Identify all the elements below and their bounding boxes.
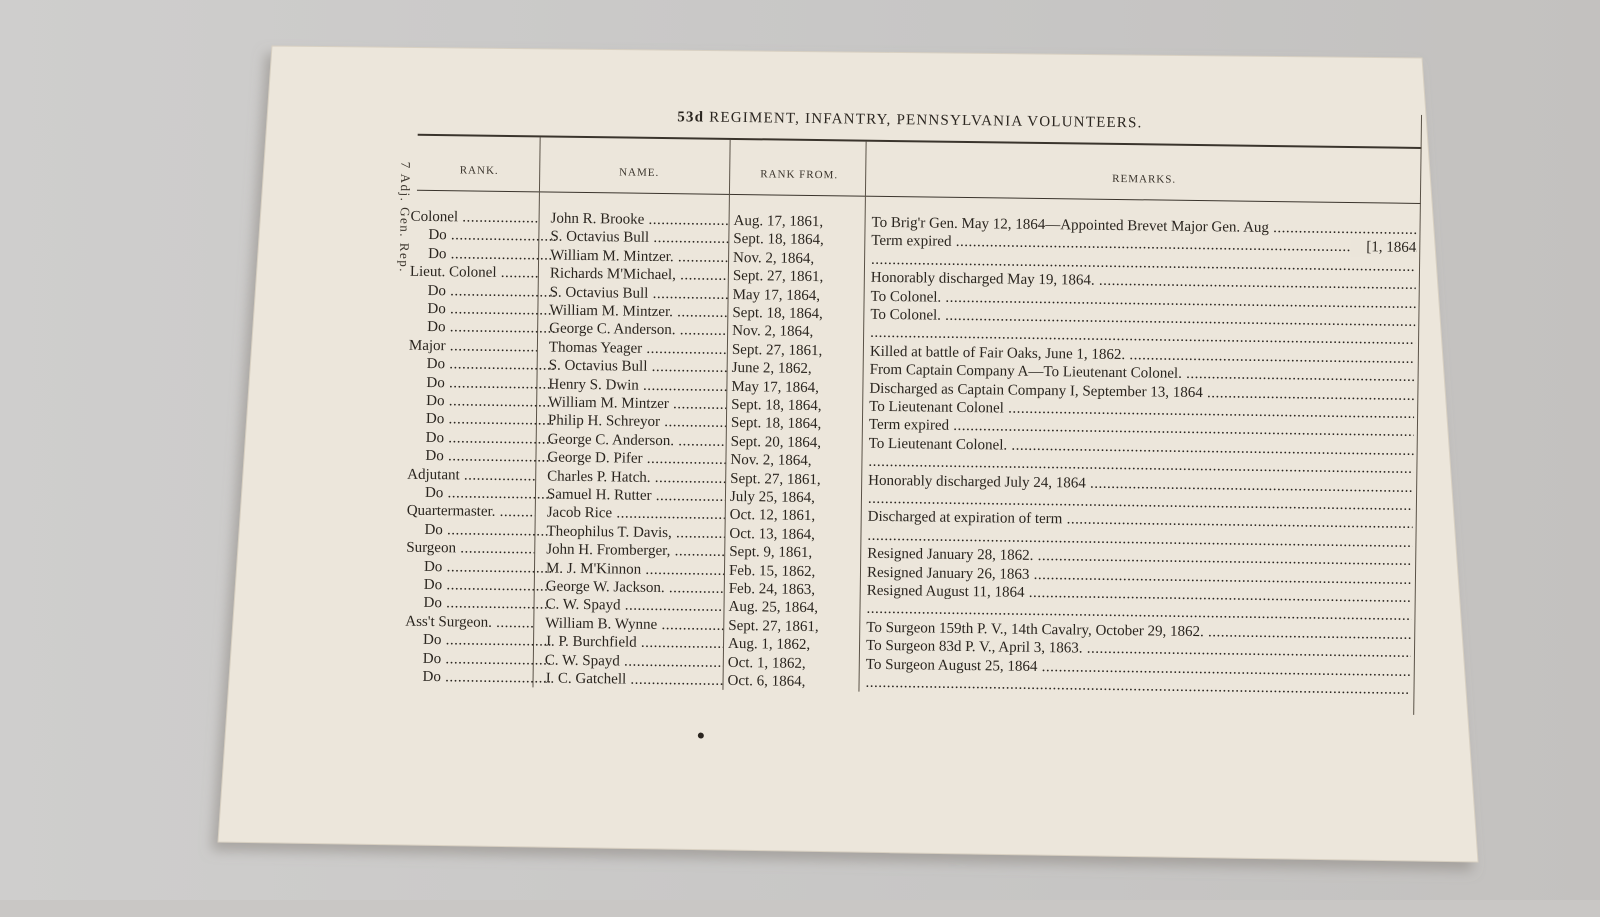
cell-remarks: Discharged as Captain Company I, September 13, 1864 ..... — [869, 379, 1414, 405]
cell-rank-from: Nov. 2, 1864, — [730, 452, 812, 470]
cell-rank: Do ..... — [405, 649, 551, 670]
cell-name: J. C. Gatchell ..... — [544, 670, 722, 691]
header-rank-from: RANK FROM. — [760, 168, 839, 182]
cell-remarks: Term expired ..... — [869, 416, 1414, 442]
cell-name: M. J. M'Kinnon ..... — [546, 559, 724, 580]
cell-name: George C. Anderson. ..... — [549, 320, 727, 341]
cell-name: William M. Mintzer. ..... — [549, 302, 727, 323]
cell-name: S. Octavius Bull ..... — [549, 357, 727, 378]
cell-name: John R. Brooke ..... — [550, 210, 728, 231]
cell-name: C. W. Spayd ..... — [545, 651, 723, 672]
cell-rank: Major ..... — [409, 337, 537, 358]
cell-remarks: Resigned January 28, 1862. ..... — [867, 545, 1412, 571]
cell-rank: Do ..... — [407, 447, 553, 468]
cell-rank: Do ..... — [405, 594, 551, 615]
cell-rank-from: Sept. 27, 1861, — [731, 341, 823, 359]
cell-rank: Do ..... — [406, 576, 552, 597]
cell-rank-from: Feb. 24, 1863, — [728, 580, 816, 599]
cell-remarks: Honorably discharged May 19, 1864. ..... — [871, 269, 1416, 295]
cell-rank-from: Aug. 25, 1864, — [728, 599, 819, 617]
cell-rank-from: Feb. 15, 1862, — [728, 562, 816, 580]
cell-rank-from: Sept. 27, 1861, — [732, 268, 824, 286]
cell-remarks: Resigned August 11, 1864 ..... — [867, 582, 1412, 608]
cell-rank: Do ..... — [410, 281, 556, 302]
cell-rank: Do ..... — [408, 392, 554, 413]
cell-rank: Do ..... — [408, 410, 554, 431]
cell-rank: Adjutant ..... — [407, 465, 535, 486]
cell-rank-from: Aug. 1, 1862, — [727, 636, 811, 654]
cell-rank: Do ..... — [408, 373, 554, 394]
cell-name: J. P. Burchfield ..... — [545, 633, 723, 654]
cell-rank: Do ..... — [409, 300, 555, 321]
cell-rank-from: Nov. 2, 1864, — [732, 323, 814, 341]
cell-rank: Do ..... — [406, 520, 552, 541]
cell-remarks: Discharged at expiration of term ..... — [868, 508, 1413, 534]
cell-rank-from: June 2, 1862, — [731, 360, 812, 378]
cell-rank: Do ..... — [410, 226, 556, 247]
cell-name: Samuel H. Rutter ..... — [547, 486, 725, 507]
cell-rank: Do ..... — [404, 668, 550, 689]
cell-name: Theophilus T. Davis, ..... — [546, 522, 724, 543]
cell-name: George C. Anderson. ..... — [548, 430, 726, 451]
cell-rank-from: July 25, 1864, — [729, 488, 816, 507]
right-border — [1413, 115, 1422, 715]
cell-rank-from: Sept. 9, 1861, — [729, 544, 813, 562]
cell-rank: Do ..... — [410, 245, 556, 266]
cell-name: Richards M'Michael, ..... — [550, 265, 728, 286]
regiment-number: 53d — [677, 109, 705, 126]
cell-remarks: To Brig'r Gen. May 12, 1864—Appointed Brevet Major Gen. Aug ..... — [871, 214, 1416, 240]
cell-name: John H. Fromberger, ..... — [546, 541, 724, 562]
cell-remarks: To Surgeon 159th P. V., 14th Cavalry, October 29, 1862. ..... — [866, 619, 1411, 645]
cell-rank: Surgeon ..... — [406, 539, 534, 560]
cell-rank: Do ..... — [407, 484, 553, 505]
cell-remarks: Term expired ..... — [871, 232, 1416, 258]
header-remarks: REMARKS. — [1112, 172, 1177, 186]
cell-rank-from: Oct. 13, 1864, — [729, 525, 816, 543]
cell-name: Philip H. Schreyor ..... — [548, 412, 726, 433]
cell-name: C. W. Spayd ..... — [545, 596, 723, 617]
cell-rank-from: May 17, 1864, — [731, 378, 820, 396]
cell-rank-from: Sept. 18, 1864, — [733, 231, 824, 249]
cell-name: Thomas Yeager ..... — [549, 338, 727, 359]
cell-rank-from: Sept. 18, 1864, — [732, 304, 823, 323]
cell-remarks: To Surgeon August 25, 1864 ..... — [866, 655, 1411, 681]
cell-remarks: From Captain Company A—To Lieutenant Colonel. ..... — [870, 361, 1415, 387]
cell-remarks: To Colonel. ..... — [870, 287, 1415, 313]
cell-rank-from: Oct. 12, 1861, — [729, 507, 816, 525]
cell-remarks: To Colonel. ..... — [870, 306, 1415, 332]
cell-name: George W. Jackson. ..... — [546, 578, 724, 599]
cell-rank-from: Sept. 27, 1861, — [728, 617, 819, 635]
page-title — [410, 106, 1410, 136]
header-name: NAME. — [619, 166, 660, 179]
cell-rank: Colonel ..... — [410, 208, 538, 229]
cell-rank-from: Sept. 27, 1861, — [730, 470, 821, 488]
cell-rank-from: Sept. 20, 1864, — [730, 433, 822, 451]
cell-rank: Do ..... — [408, 428, 554, 449]
cell-rank-from: Sept. 18, 1864, — [731, 396, 822, 415]
cell-remarks: To Surgeon 83d P. V., April 3, 1863. ..... — [866, 637, 1411, 663]
header-rank: RANK. — [459, 164, 499, 177]
header-bottom-rule — [417, 190, 1421, 204]
cell-rank-from: Aug. 17, 1861, — [733, 212, 824, 231]
cell-rank: Ass't Surgeon. ..... — [405, 612, 533, 633]
cell-name: William M. Mintzer ..... — [548, 394, 726, 415]
cell-remarks: Resigned January 26, 1863 ..... — [867, 563, 1412, 589]
cell-rank: Do ..... — [405, 631, 551, 652]
cell-name: Henry S. Dwin ..... — [548, 375, 726, 396]
cell-remarks: To Lieutenant Colonel. ..... — [869, 435, 1414, 461]
cell-name: Jacob Rice ..... — [547, 504, 725, 525]
cell-rank: Do ..... — [409, 318, 555, 339]
cell-name: William M. Mintzer. ..... — [550, 246, 728, 267]
cell-remarks: Killed at battle of Fair Oaks, June 1, 1862. ..... — [870, 343, 1415, 369]
cell-rank-from: Sept. 18, 1864, — [730, 415, 822, 433]
cell-remarks: To Lieutenant Colonel ..... — [869, 398, 1414, 424]
side-label: 7 Adj. Gen. Rep. — [396, 161, 414, 274]
cell-name: William B. Wynne ..... — [545, 614, 723, 635]
cell-rank: Do ..... — [409, 355, 555, 376]
cell-rank-from: Oct. 1, 1862, — [727, 654, 806, 672]
cell-rank-from: Nov. 2, 1864, — [733, 249, 815, 267]
cell-rank: Quartermaster. ..... — [407, 502, 535, 523]
ink-dot — [698, 733, 704, 739]
cell-remarks-continuation: [1, 1864 — [1350, 238, 1416, 258]
regiment-title: REGIMENT, INFANTRY, PENNSYLVANIA VOLUNTEERS. — [704, 109, 1143, 132]
cell-rank: Lieut. Colonel ..... — [410, 263, 538, 284]
cell-remarks: Honorably discharged July 24, 1864 ..... — [868, 471, 1413, 497]
header-top-rule — [418, 134, 1422, 149]
cell-rank-from: May 17, 1864, — [732, 286, 821, 304]
cell-name: S. Octavius Bull ..... — [550, 228, 728, 249]
cell-rank-from: Oct. 6, 1864, — [727, 672, 806, 690]
cell-rank: Do ..... — [406, 557, 552, 578]
cell-name: Charles P. Hatch. ..... — [547, 467, 725, 488]
cell-name: George D. Pifer ..... — [547, 449, 725, 470]
cell-name: S. Octavius Bull ..... — [550, 283, 728, 304]
